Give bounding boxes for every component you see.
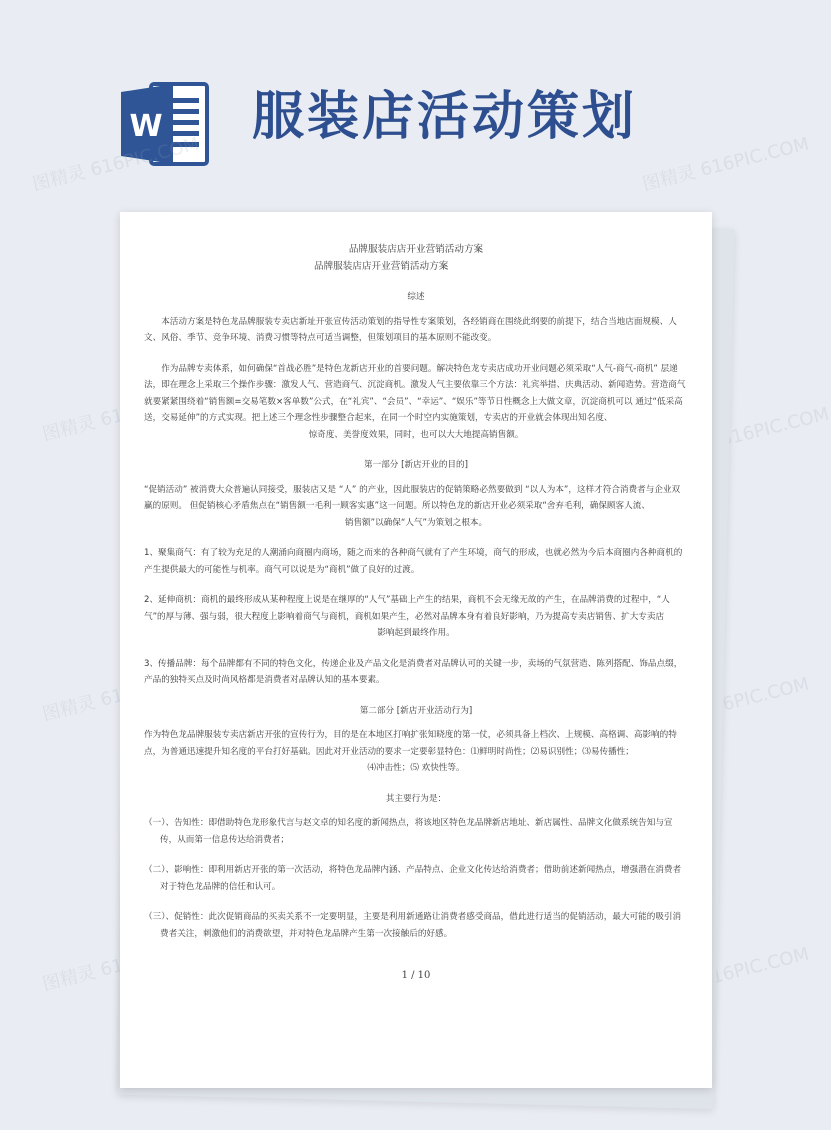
paragraph-tail: 销售额”以确保“人气”为策划之根本。 <box>344 517 488 528</box>
doc-title: 品牌服装店店开业营销活动方案 <box>348 244 484 255</box>
watermark: 图精灵 <box>40 691 98 726</box>
paragraph: “促销活动” 被消费大众普遍认同接受，服装店又是 “人” 的产业，因此服装店的促销策略必然要做到 “以人为本”，这样才符合消费者与企业双赢的原则。 但促销核心矛盾焦点在“销售额一毛利一顾客实惠”这一问题。所以特色龙的新店开业必须采取“舍弃毛利，确保顾客人流、 <box>144 484 681 511</box>
paragraph: 作为特色龙品牌服装专卖店新店开张的宣传行为，目的是在本地区打响扩张知晓度的第一仗，必须具备上档次、上规模、高格调、高影响的特点，为普通迅速提升知名度的平台打好基础。因此对开业活动的要求一定要彰显特色：⑴鲜明时尚性；⑵易识别性；⑶易传播性； <box>144 730 677 757</box>
watermark: 图精灵 616PIC.COM <box>640 673 812 736</box>
section-heading: 第一部分 [新店开业的目的] <box>364 460 468 470</box>
list-item: （一）、告知性：即借助特色龙形象代言与赵文卓的知名度的新闻热点，将该地区特色龙品牌新店地址、新店属性、品牌文化做系统告知与宣传，从而第一信息传达给消费者； <box>144 818 673 845</box>
section-heading: 其主要行为是： <box>385 793 447 804</box>
watermark: 图精灵 616PIC.COM <box>30 133 202 196</box>
watermark: 图精灵 616PIC.COM <box>640 133 812 196</box>
watermark: 图精灵 <box>40 411 98 446</box>
list-item: （三）、促销性：此次促销商品的买卖关系不一定要明显，主要是利用新通路让消费者感受商品，借此进行适当的促销活动，最大可能的吸引消费者关注，刺激他们的消费欲望，并对特色龙品牌产生第一次接触后的好感。 <box>144 912 682 939</box>
paragraph: 本活动方案是特色龙品牌服装专卖店新址开张宣传活动策划的指导性专案策划，各经销商在围绕此纲要的前提下，结合当地店面规模、人文、风俗、季节、竞争环境、消费习惯等特点可适当调整，但策划项目的基本原则不能改变。 <box>144 316 677 343</box>
watermark: 图精灵 616PIC.COM <box>660 403 831 466</box>
paragraph-tail: 惊奇度、美誉度效果，同时，也可以大大地提高销售额。 <box>308 429 524 440</box>
paragraph: 作为品牌专卖体系，如何确保“首战必胜”是特色龙新店开业的首要问题。解决特色龙专卖店成功开业问题必须采取“人气-商气-商机” 层递法，即在理念上采取三个操作步骤：激发人气、营造商气、沉淀商机。激发人气主要依靠三个方法：礼宾举措、庆典活动、新闻造势。营造商气就要紧紧围绕着“销售额=交易笔数×客单数”公式，在“礼宾”、“会员”、“幸运”、“娱乐”等节日性概念上大做文章，沉淀商机可以 通过“低采高送，交易延伸”的方式实现。把上述三个理念性步骤整合起来，在同一个时空内实施策划，专卖店的开业就会体现出知名度、 <box>144 363 686 423</box>
list-item: （二）、影响性：即利用新店开张的第一次活动，将特色龙品牌内涵、产品特点、企业文化传达给消费者；借助前述新闻热点，增强潜在消费者对于特色龙品牌的信任和认可。 <box>144 865 682 892</box>
paragraph-tail: ⑷冲击性；⑸ 欢快性等。 <box>367 763 465 773</box>
paragraph-tail: 影响起到最终作用。 <box>377 628 455 638</box>
section-heading: 综述 <box>407 292 425 302</box>
document-body <box>144 242 688 942</box>
header <box>0 0 800 200</box>
list-item: 1、聚集商气：有了较为充足的人潮涌向商圈内商场，随之而来的各种商气就有了产生环境，商气的形成，也就必然为今后本商圈内各种商机的产生提供最大的可能性与机率。商气可以说是为“商机”做了良好的过渡。 <box>144 548 683 575</box>
list-item: 3、传播品牌：每个品牌都有不同的特色文化，传递企业及产品文化是消费者对品牌认可的关键一步，卖场的气氛营造、陈列搭配、饰品点缀，产品的独特买点及时尚风格都是消费者对品牌认知的基本要素。 <box>144 658 683 685</box>
page-number: 1 / 10 <box>401 970 431 981</box>
word-icon <box>117 76 213 172</box>
watermark: 图精灵 <box>40 961 98 996</box>
doc-subtitle: 品牌服装店店开业营销活动方案 <box>314 260 449 272</box>
page-title: 服装店活动策划 <box>252 86 638 147</box>
list-item: 2、延伸商机：商机的最终形成从某种程度上说是在继厚的“人气”基础上产生的结果，商机不会无缘无故的产生，在品牌消费的过程中，“人气”的厚与薄、强与弱，很大程度上影响着商气与商机，商机如果产生，必然对品牌本身有着良好影响，乃为提高专卖店销售、扩大专卖店 <box>144 595 670 622</box>
document-page <box>120 212 712 1088</box>
section-heading: 第二部分 [新店开业活动行为] <box>359 705 473 716</box>
svg-text:W: W <box>129 109 163 144</box>
watermark: 图精灵 616PIC.COM <box>640 943 812 1006</box>
